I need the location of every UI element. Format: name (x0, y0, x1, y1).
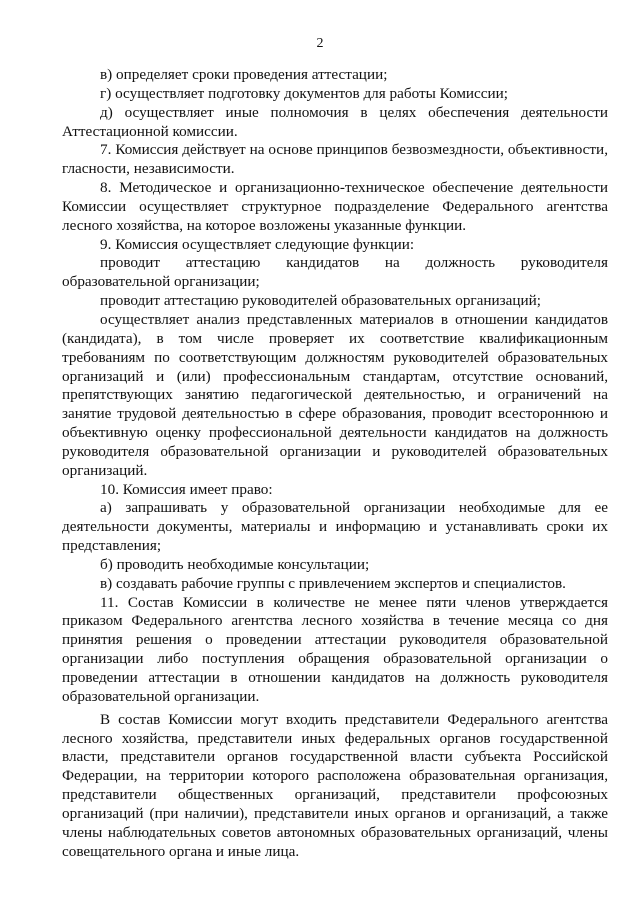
paragraph-clause-9: 9. Комиссия осуществляет следующие функции: (100, 235, 415, 253)
paragraph-subitem-d: д) осуществляет иные полномочия в целях обеспечения деятельности Аттестационной комиссии. (62, 103, 608, 140)
paragraph-right-a: а) запрашивать у образовательной организации необходимые для ее деятельности документы, материалы и информацию и устанавливать сроки их представления; (62, 499, 608, 555)
paragraph-right-b: б) проводить необходимые консультации; (100, 555, 370, 573)
paragraph-clause-10: 10. Комиссия имеет право: (100, 480, 273, 498)
paragraph-clause-7: 7. Комиссия действует на основе принципов безвозмездности, объективности, гласности, независимости. (62, 141, 608, 178)
paragraph-function-2: проводит аттестацию руководителей образовательных организаций; (100, 292, 541, 310)
paragraph-clause-8: 8. Методическое и организационно-техническое обеспечение деятельности Комиссии осуществляет структурное подразделение Федерального агентства лесного хозяйства, на которое возложены указанные функции. (62, 179, 608, 234)
paragraph-clause-11: 11. Состав Комиссии в количестве не менее пяти членов утверждается приказом Федерального агентства лесного хозяйства в течение месяца со дня принятия решения о проведении аттестации руководителя образовательной организации либо поступления обращения образовательной организации о проведении аттестации в отношении кандидатов на должность руководителя образовательной организации. (62, 593, 608, 705)
paragraph-function-3: осуществляет анализ представленных материалов в отношении кандидатов (кандидата), в том числе проверяет их соответствие квалификационным требованиям по соответствующим должностям руководителей образовательных организаций и (или) профессиональным стандартам, отсутствие оснований, препятствующих занятию педагогической деятельностью, и ограничений на занятие трудовой деятельностью в сфере образования, проводит всестороннюю и объективную оценку профессиональной деятельности кандидатов на должность руководителя образовательной организации и руководителей образовательных организаций. (62, 310, 608, 479)
paragraph-right-v: в) создавать рабочие группы с привлечением экспертов и специалистов. (100, 574, 566, 592)
paragraph-subitem-g: г) осуществляет подготовку документов для работы Комиссии; (100, 84, 509, 102)
paragraph-subitem-v: в) определяет сроки проведения аттестации; (100, 66, 388, 83)
paragraph-function-1: проводит аттестацию кандидатов на должность руководителя образовательной организации; (62, 254, 608, 291)
paragraph-composition: В состав Комиссии могут входить представители Федерального агентства лесного хозяйства, представители иных федеральных органов государственной власти, представители органов государственной власти субъекта Российской Федерации, на территории которого расположена образовательная организация, представители общественных организаций, представители профсоюзных организаций (при наличии), представители иных органов и организаций, а также члены наблюдательных советов автономных образовательных организаций, члены совещательного органа и иные лица. (62, 710, 608, 860)
document-body (62, 66, 608, 861)
page-number: 2 (316, 36, 324, 51)
